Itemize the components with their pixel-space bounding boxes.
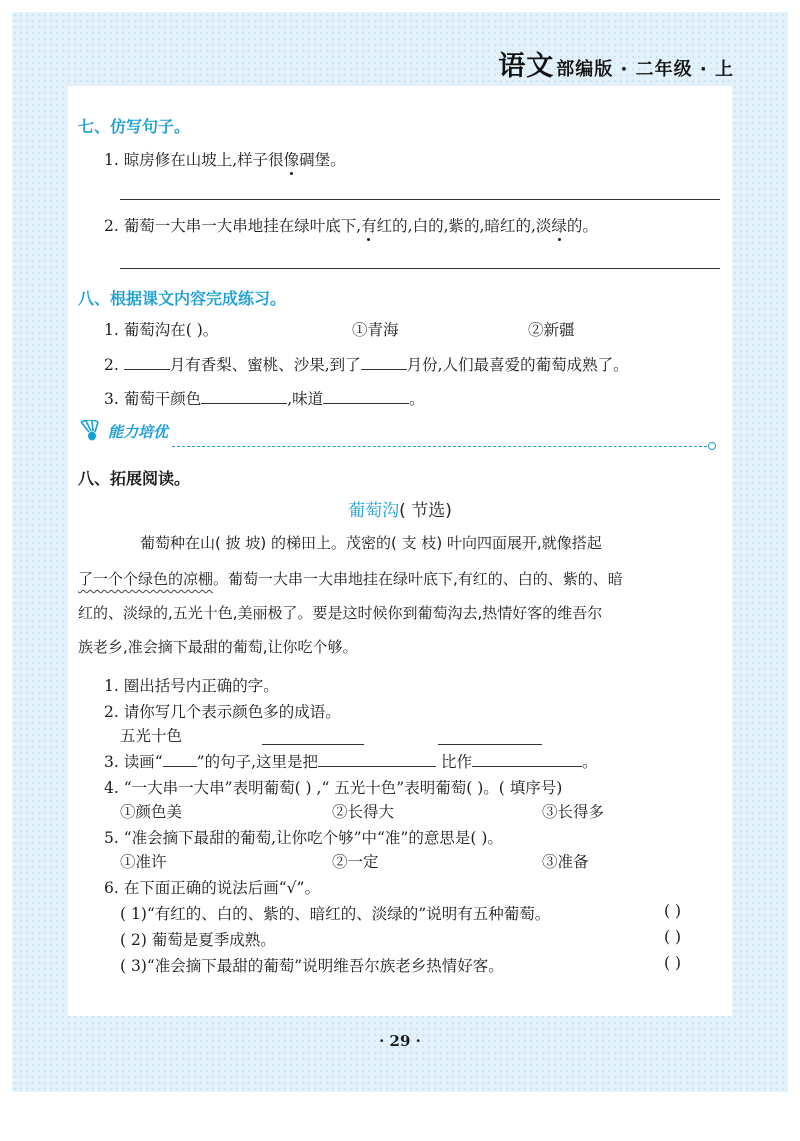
page-number: · 29 · bbox=[379, 1032, 421, 1050]
s8a-q3-blank1[interactable] bbox=[201, 403, 287, 404]
reading-line-4: 族老乡,准会摘下最甜的葡萄,让你吃个够。 bbox=[78, 638, 358, 656]
s8b-q4-opt3[interactable]: ③长得多 bbox=[542, 803, 605, 821]
s7-q2-pre: 2. 葡萄一大串一大串地挂在绿叶底下, bbox=[104, 217, 362, 235]
reading-title bbox=[0, 496, 800, 521]
s8b-q5-opt2[interactable]: ②一定 bbox=[332, 853, 379, 871]
s7-q1-dot: 像 bbox=[283, 151, 300, 169]
s7-q2-d: 紫的,暗红的,淡 bbox=[448, 217, 552, 235]
s8a-q2-pre: 2. bbox=[104, 356, 119, 374]
s8b-q6-item-3: ( 3)“准会摘下最甜的葡萄”说明维吾尔族老乡热情好客。 bbox=[120, 957, 504, 975]
reading-wavy-sentence: 了一个个绿色的凉棚 bbox=[78, 570, 214, 588]
s7-q2-e: 绿 bbox=[551, 217, 567, 235]
s8b-q6: 6. 在下面正确的说法后画“√”。 bbox=[104, 879, 320, 897]
s8b-q6-item-2: ( 2) 葡萄是夏季成熟。 bbox=[120, 931, 276, 949]
section-8b-heading: 八、拓展阅读。 bbox=[78, 469, 191, 488]
s8b-q3 bbox=[104, 750, 597, 772]
section-8a-heading: 八、根据课文内容完成练习。 bbox=[78, 289, 287, 308]
s8b-q6-answer-3[interactable]: ( ) bbox=[664, 954, 682, 972]
skill-divider-end bbox=[708, 442, 716, 450]
edition-label: 部编版 · 二年级 · 上 bbox=[556, 59, 734, 80]
s8a-q2-post: 月份,人们最喜爱的葡萄成熟了。 bbox=[406, 356, 629, 374]
s8b-q4: 4. “一大串一大串”表明葡萄( ) ,“ 五光十色”表明葡萄( )。( 填序号) bbox=[104, 779, 563, 797]
s8a-q3-blank2[interactable] bbox=[323, 403, 409, 404]
s8b-q3-blank2[interactable] bbox=[472, 766, 582, 767]
s8b-q3-blank1[interactable] bbox=[318, 766, 436, 767]
reading-title-sub: ( 节选) bbox=[399, 501, 452, 521]
s7-q2-c: 白的, bbox=[412, 217, 449, 235]
s8b-q2-blank2[interactable] bbox=[438, 744, 542, 745]
s7-q2 bbox=[104, 214, 598, 236]
s8b-q2-example: 五光十色 bbox=[120, 727, 183, 745]
s8a-q2-mid: 月有香梨、蜜桃、沙果,到了 bbox=[169, 356, 361, 374]
s8b-q4-opt2[interactable]: ②长得大 bbox=[332, 803, 395, 821]
s8a-q3-mid: ,味道 bbox=[287, 390, 324, 408]
s7-q1-pre: 1. 晾房修在山坡上,样子很 bbox=[104, 151, 284, 169]
s8b-q5-opt3[interactable]: ③准备 bbox=[542, 853, 589, 871]
s8b-q4-opt1[interactable]: ①颜色美 bbox=[120, 803, 183, 821]
s7-q2-b: 红的, bbox=[376, 217, 413, 235]
skill-banner bbox=[78, 420, 168, 442]
badminton-icon bbox=[78, 420, 104, 442]
s8a-q1-opt1[interactable]: ①青海 bbox=[352, 321, 399, 339]
s8a-q2-blank1[interactable] bbox=[124, 369, 170, 370]
s8b-q2: 2. 请你写几个表示颜色多的成语。 bbox=[104, 703, 341, 721]
s8b-q6-answer-1[interactable]: ( ) bbox=[664, 902, 682, 920]
s8b-q3-pre: 3. 读画“ bbox=[104, 753, 163, 771]
s8b-q6-answer-2[interactable]: ( ) bbox=[664, 928, 682, 946]
s7-q1 bbox=[104, 148, 346, 170]
s8a-q1: 1. 葡萄沟在( )。 bbox=[104, 321, 219, 339]
reading-line-2-rest: 。葡萄一大串一大串地挂在绿叶底下,有红的、白的、紫的、暗 bbox=[213, 570, 623, 588]
s8b-q3-mid: ”的句子,这里是把 bbox=[196, 753, 318, 771]
s8a-q3 bbox=[104, 387, 425, 409]
s7-q1-answer-line[interactable] bbox=[120, 199, 720, 200]
s8a-q2-blank2[interactable] bbox=[361, 369, 407, 370]
s8b-q3-mark bbox=[163, 766, 197, 767]
skill-divider bbox=[172, 446, 712, 447]
s8b-q3-post: 。 bbox=[581, 753, 598, 771]
s8b-q5-opt1[interactable]: ①准许 bbox=[120, 853, 167, 871]
section-7-heading: 七、仿写句子。 bbox=[78, 117, 191, 136]
reading-title-main: 葡萄沟 bbox=[348, 501, 400, 521]
page-header bbox=[498, 44, 734, 83]
subject-title: 语文 bbox=[498, 51, 555, 82]
skill-label: 能力培优 bbox=[108, 422, 169, 441]
s8b-q3-mid2: 比作 bbox=[440, 753, 472, 771]
s8a-q1-opt2[interactable]: ②新疆 bbox=[528, 321, 575, 339]
s8b-q1: 1. 圈出括号内正确的字。 bbox=[104, 677, 279, 695]
s7-q2-a: 有 bbox=[361, 217, 377, 235]
s8a-q2 bbox=[104, 353, 629, 375]
reading-line-3: 红的、淡绿的,五光十色,美丽极了。要是这时候你到葡萄沟去,热情好客的维吾尔 bbox=[78, 604, 603, 622]
s8b-q6-item-1: ( 1)“有红的、白的、紫的、暗红的、淡绿的”说明有五种葡萄。 bbox=[120, 905, 551, 923]
s8b-q5: 5. “准会摘下最甜的葡萄,让你吃个够”中“准”的意思是( )。 bbox=[104, 829, 503, 847]
s8a-q3-post: 。 bbox=[409, 390, 425, 408]
s7-q2-answer-line[interactable] bbox=[120, 268, 720, 269]
reading-line-1: 葡萄种在山( 披 坡) 的梯田上。茂密的( 支 枝) 叶向四面展开,就像搭起 bbox=[140, 534, 602, 552]
reading-line-2 bbox=[78, 564, 623, 594]
s7-q2-f: 的。 bbox=[566, 217, 598, 235]
s8a-q3-pre: 3. 葡萄干颜色 bbox=[104, 390, 202, 408]
s7-q1-post: 碉堡。 bbox=[299, 151, 346, 169]
s8b-q2-blank1[interactable] bbox=[262, 744, 364, 745]
